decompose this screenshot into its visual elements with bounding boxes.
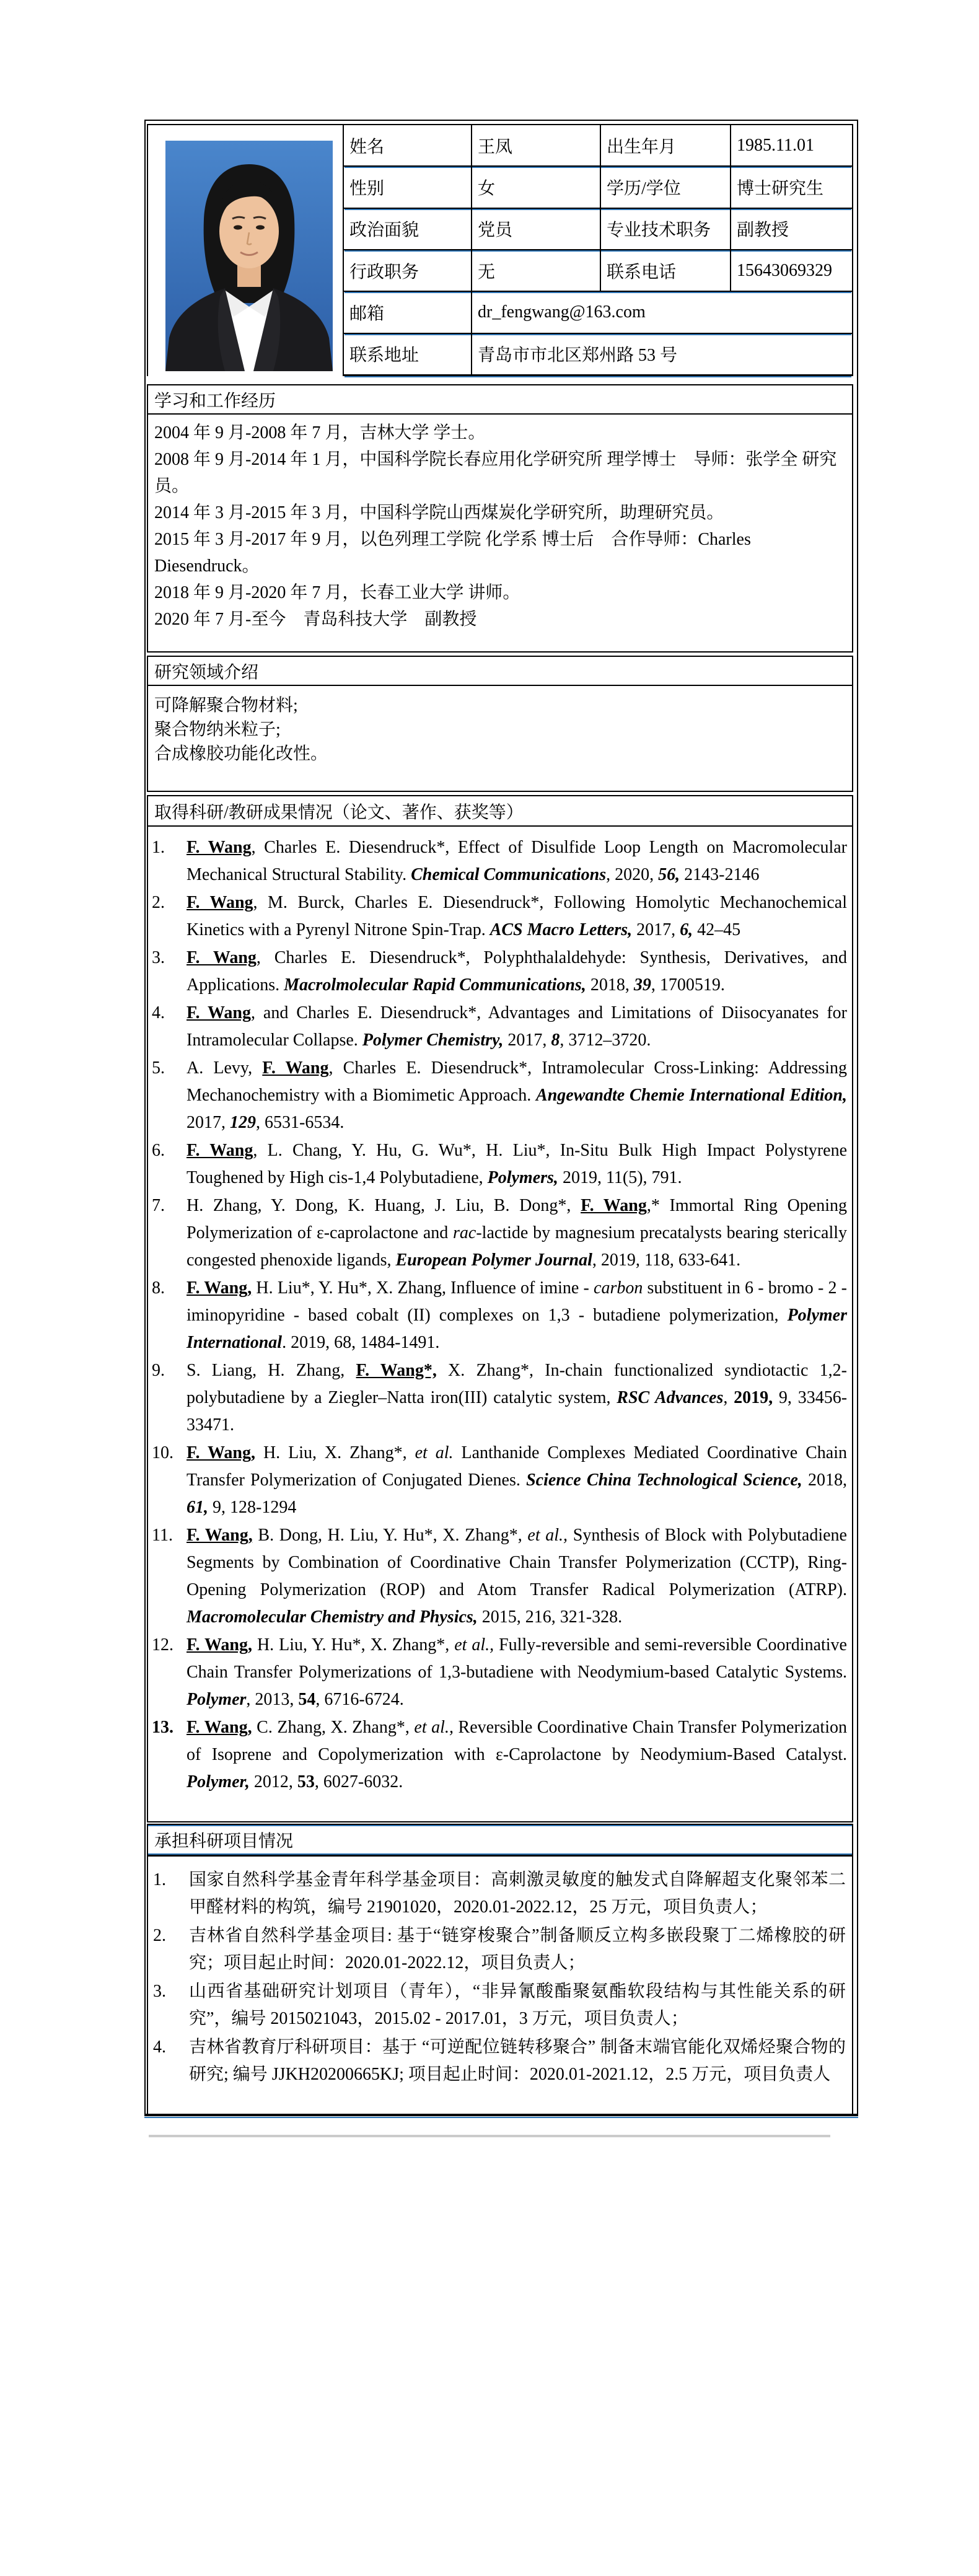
citation-segment: 2017, xyxy=(503,1031,551,1050)
citation-segment: Macrolmolecular Rapid Communications, xyxy=(284,975,586,995)
publication-item xyxy=(151,1714,847,1796)
publication-number: 6. xyxy=(152,1141,165,1160)
field-label: 专业技术职务 xyxy=(600,209,730,249)
field-label: 出生年月 xyxy=(600,125,730,165)
citation-segment: Reversible Coordinative Chain Transfer Polymerization of Isoprene and Copolymerization with ε-Caprolactone by Neodymium-Based Catalyst. xyxy=(187,1718,847,1764)
citation-segment: Science China Technological Science, xyxy=(526,1470,802,1490)
field-value: 15643069329 xyxy=(730,250,852,291)
field-value: dr_fengwang@163.com xyxy=(471,292,852,332)
publication-item xyxy=(151,1440,847,1521)
publication-number: 4. xyxy=(152,1003,165,1022)
citation-segment: carbon xyxy=(594,1278,643,1298)
research-fields-section xyxy=(147,656,853,792)
project-number: 3. xyxy=(153,1982,166,2001)
citation-segment: F. Wang xyxy=(187,948,257,967)
project-number: 2. xyxy=(153,1926,166,1945)
citation-segment: F. Wang xyxy=(581,1196,647,1215)
field-value: 博士研究生 xyxy=(730,167,852,207)
project-item xyxy=(153,2034,846,2088)
citation-segment: F. Wang xyxy=(187,838,252,857)
publications-section xyxy=(147,795,853,1822)
citation-segment: 2015, 216, 321-328. xyxy=(477,1607,623,1627)
publication-item xyxy=(151,1522,847,1631)
citation-segment: 2019, xyxy=(734,1388,773,1407)
citation-segment: , 2019, 118, 633-641. xyxy=(592,1251,741,1270)
personal-fields-grid xyxy=(344,125,852,376)
citation-segment: , Charles E. Diesendruck*, Polyphthalaldehyde: Synthesis, Derivatives, and Applications. xyxy=(187,948,847,995)
citation-segment: , 1700519. xyxy=(651,975,725,995)
publication-item xyxy=(151,1275,847,1356)
citation-segment: Polymer xyxy=(187,1690,247,1709)
citation-segment: F. Wang, xyxy=(187,1443,255,1462)
publication-number: 3. xyxy=(152,948,165,967)
citation-segment: A. Levy, xyxy=(187,1058,263,1078)
education-line: 2014 年 3 月-2015 年 3 月，中国科学院山西煤炭化学研究所，助理研究员。 xyxy=(154,503,724,522)
citation-segment: Polymer International xyxy=(187,1306,847,1352)
publication-item xyxy=(151,889,847,944)
citation-segment: F. Wang, xyxy=(187,1718,252,1737)
portrait-illustration xyxy=(165,141,333,371)
personal-row xyxy=(344,209,852,250)
field-label: 性别 xyxy=(349,178,385,198)
citation-segment: Polymers, xyxy=(487,1168,558,1187)
field-value: 无 xyxy=(471,250,600,291)
field-value: 1985.11.01 xyxy=(730,125,852,165)
citation-segment: Polymer, xyxy=(187,1772,250,1791)
citation-segment: ,* Immortal Ring Opening Polymerization of ε-caprolactone and xyxy=(187,1196,848,1242)
publication-number: 8. xyxy=(152,1278,165,1298)
citation-segment: 129 xyxy=(230,1113,256,1132)
field-label: 邮箱 xyxy=(349,304,385,323)
project-number: 4. xyxy=(153,2038,166,2057)
field-label: 学历/学位 xyxy=(600,167,730,207)
education-section-title: 学习和工作经历 xyxy=(148,385,852,415)
field-value: 女 xyxy=(471,167,600,207)
research-field-line: 聚合物纳米粒子; xyxy=(154,720,281,739)
publication-number: 2. xyxy=(152,893,165,912)
citation-segment: F. Wang, xyxy=(187,1278,252,1298)
citation-segment: 9, 33456-33471. xyxy=(187,1388,848,1435)
project-text: 国家自然科学基金青年科学基金项目：高刺激灵敏度的触发式自降解超支化聚邻苯二甲醛材料的构筑，编号 21901020，2020.01-2022.12，25 万元，项目负责人； xyxy=(189,1870,846,1917)
project-text: 山西省基础研究计划项目（青年），“非异氰酸酯聚氨酯软段结构与其性能关系的研究”，编号 2015021043，2015.02 - 2017.01，3 万元，项目负责人； xyxy=(189,1982,846,2028)
citation-segment: Angewandte Chemie International Edition, xyxy=(536,1086,847,1105)
citation-segment: substituent in 6 - bromo - 2 - iminopyridine - based cobalt (II) complexes on 1,3 - butadiene polymerization, xyxy=(187,1278,848,1325)
citation-segment: et al., xyxy=(527,1526,568,1545)
citation-segment: , and Charles E. Diesendruck*, Advantages and Limitations of Diisocyanates for Intramolecular Collapse. xyxy=(187,1003,847,1050)
education-line: 2004 年 9 月-2008 年 7 月，吉林大学 学士。 xyxy=(154,423,486,442)
field-value: 青岛市市北区郑州路 53 号 xyxy=(471,334,852,374)
field-label: 政治面貌 xyxy=(349,221,419,240)
citation-segment: F. Wang, xyxy=(187,1526,253,1545)
citation-segment: 42–45 xyxy=(693,920,741,939)
citation-segment: 39 xyxy=(633,975,651,995)
citation-segment: X. Zhang*, In-chain functionalized syndiotactic 1,2-polybutadiene by a Ziegler–Natta iron(III) catalytic system, xyxy=(187,1361,847,1407)
citation-segment: F. Wang xyxy=(262,1058,329,1078)
publication-number: 13. xyxy=(152,1718,173,1737)
citation-segment: , M. Burck, Charles E. Diesendruck*, Following Homolytic Mechanochemical Kinetics with a Pyrenyl Nitrone Spin-Trap. xyxy=(187,893,847,939)
citation-segment: Fully-reversible and semi-reversible Coordinative Chain Transfer Polymerizations of 1,3-butadiene with Neodymium-based Catalytic Systems. xyxy=(187,1635,847,1682)
citation-segment: H. Liu, X. Zhang*, xyxy=(255,1443,415,1462)
education-line: 2008 年 9 月-2014 年 1 月，中国科学院长春应用化学研究所 理学博士 导师：张学全 研究员。 xyxy=(154,450,837,496)
citation-segment: et al. xyxy=(415,1443,454,1462)
publication-number: 5. xyxy=(152,1058,165,1078)
field-value: 党员 xyxy=(471,209,600,249)
publication-item xyxy=(151,1055,847,1136)
citation-segment: , L. Chang, Y. Hu, G. Wu*, H. Liu*, In-Situ Bulk High Impact Polystyrene Toughened by High cis-1,4 Polybutadiene, xyxy=(187,1141,847,1187)
citation-segment: 8 xyxy=(551,1031,560,1050)
citation-segment: , 6531-6534. xyxy=(256,1113,345,1132)
field-value: 王凤 xyxy=(471,125,600,165)
projects-section-title: 承担科研项目情况 xyxy=(148,1825,852,1857)
id-photo xyxy=(165,141,333,371)
citation-segment: , xyxy=(723,1388,734,1407)
page-break-divider xyxy=(149,2135,830,2137)
research-fields-title: 研究领域介绍 xyxy=(148,657,852,686)
citation-segment: et al., xyxy=(454,1635,494,1655)
photo-cell xyxy=(148,125,344,376)
publication-number: 7. xyxy=(152,1196,165,1215)
research-field-line: 可降解聚合物材料; xyxy=(154,696,298,715)
education-line: 2020 年 7 月-至今 青岛科技大学 副教授 xyxy=(154,610,477,629)
publication-item xyxy=(151,1137,847,1192)
citation-segment: F. Wang xyxy=(187,1003,251,1022)
citation-segment: 56, xyxy=(658,865,680,884)
citation-segment: 2017, xyxy=(632,920,680,939)
field-label: 行政职务 xyxy=(349,262,419,282)
citation-segment: , 2013, xyxy=(246,1690,299,1709)
publication-item xyxy=(151,1357,847,1439)
personal-row xyxy=(344,334,852,376)
citation-segment: F. Wang*, xyxy=(356,1361,437,1380)
publication-item xyxy=(151,1632,847,1713)
education-section xyxy=(147,384,853,653)
project-text: 吉林省自然科学基金项目: 基于“链穿梭聚合”制备顺反立构多嵌段聚丁二烯橡胶的研究；项目起止时间：2020.01-2022.12，项目负责人； xyxy=(189,1926,846,1972)
personal-row xyxy=(344,167,852,208)
citation-segment: 54 xyxy=(298,1690,316,1709)
project-item xyxy=(153,1978,846,2033)
projects-section xyxy=(147,1824,853,2114)
cv-document xyxy=(144,120,858,2116)
citation-segment: rac xyxy=(453,1223,476,1242)
citation-segment: 2019, 11(5), 791. xyxy=(558,1168,682,1187)
citation-segment: 2018, xyxy=(802,1470,848,1490)
publication-number: 1. xyxy=(152,838,165,857)
citation-segment: Synthesis of Block with Polybutadiene Segments by Combination of Coordinative Chain Transfer Polymerization (CCTP), Ring-Opening Polymerization (ROP) and Atom Transfer Radical Polymerization (ATRP). xyxy=(187,1526,847,1599)
research-fields-body xyxy=(148,686,852,766)
publication-number: 9. xyxy=(152,1361,165,1380)
project-text: 吉林省教育厅科研项目：基于 “可逆配位链转移聚合” 制备末端官能化双烯烃聚合物的研究; 编号 JJKH20200665KJ; 项目起止时间：2020.01-2021.12，2.5 万元，项目负责人 xyxy=(189,2038,846,2084)
citation-segment: 2143-2146 xyxy=(680,865,760,884)
education-section-body xyxy=(148,415,852,633)
publication-number: 11. xyxy=(152,1526,173,1545)
citation-segment: Lanthanide Complexes Mediated Coordinative Chain Transfer Polymerization of Conjugated Dienes. xyxy=(187,1443,847,1490)
citation-segment: RSC Advances xyxy=(617,1388,724,1407)
citation-segment: 2018, xyxy=(586,975,634,995)
citation-segment: , 2020, xyxy=(606,865,659,884)
publications-section-title: 取得科研/教研成果情况（论文、著作、获奖等） xyxy=(148,796,852,827)
project-number: 1. xyxy=(153,1870,166,1889)
citation-segment: C. Zhang, X. Zhang*, xyxy=(252,1718,415,1737)
publication-item xyxy=(151,834,847,889)
field-label: 姓名 xyxy=(349,137,385,157)
citation-segment: B. Dong, H. Liu, Y. Hu*, X. Zhang*, xyxy=(252,1526,528,1545)
personal-row xyxy=(344,250,852,292)
education-line: 2018 年 9 月-2020 年 7 月，长春工业大学 讲师。 xyxy=(154,583,520,602)
citation-segment: . 2019, 68, 1484-1491. xyxy=(282,1333,440,1352)
citation-segment: -lactide by magnesium precatalysts bearing sterically congested phenoxide ligands, xyxy=(187,1223,848,1270)
field-label: 联系地址 xyxy=(349,346,419,366)
citation-segment: Polymer Chemistry, xyxy=(362,1031,504,1050)
publication-item xyxy=(151,1192,847,1274)
personal-row xyxy=(344,125,852,167)
citation-segment: Macromolecular Chemistry and Physics, xyxy=(187,1607,478,1627)
citation-segment: S. Liang, H. Zhang, xyxy=(187,1361,356,1380)
citation-segment: , 6716-6724. xyxy=(315,1690,404,1709)
citation-segment: 61, xyxy=(187,1498,208,1517)
citation-segment: 2017, xyxy=(187,1113,230,1132)
publication-number: 12. xyxy=(152,1635,173,1655)
citation-segment: ACS Macro Letters, xyxy=(490,920,633,939)
citation-segment: H. Liu*, Y. Hu*, X. Zhang, Influence of imine - xyxy=(252,1278,594,1298)
citation-segment: European Polymer Journal xyxy=(395,1251,592,1270)
project-item xyxy=(153,1922,846,1977)
field-value: 副教授 xyxy=(730,209,852,249)
citation-segment: , Charles E. Diesendruck*, Effect of Disulfide Loop Length on Macromolecular Mechanical Structural Stability. xyxy=(187,838,847,884)
publications-list xyxy=(148,827,852,1796)
citation-segment: F. Wang, xyxy=(187,1635,252,1655)
publication-item xyxy=(151,944,847,999)
citation-segment: et al., xyxy=(414,1718,454,1737)
citation-segment: , 6027-6032. xyxy=(314,1772,403,1791)
citation-segment: 53 xyxy=(297,1772,315,1791)
citation-segment: 6, xyxy=(680,920,693,939)
projects-list xyxy=(148,1857,852,2088)
citation-segment: H. Zhang, Y. Dong, K. Huang, J. Liu, B. Dong*, xyxy=(187,1196,581,1215)
citation-segment: , 3712–3720. xyxy=(560,1031,651,1050)
citation-segment: , Charles E. Diesendruck*, Intramolecular Cross-Linking: Addressing Mechanochemistry with a Biomimetic Approach. xyxy=(187,1058,848,1105)
citation-segment: Chemical Communications xyxy=(411,865,607,884)
publication-item xyxy=(151,1000,847,1054)
personal-info-table xyxy=(147,124,853,376)
project-item xyxy=(153,1866,846,1921)
citation-segment: 9, 128-1294 xyxy=(208,1498,297,1517)
research-field-line: 合成橡胶功能化改性。 xyxy=(154,744,328,763)
citation-segment: F. Wang xyxy=(187,893,253,912)
citation-segment: 2012, xyxy=(249,1772,297,1791)
field-label: 联系电话 xyxy=(600,250,730,291)
education-line: 2015 年 3 月-2017 年 9 月，以色列理工学院 化学系 博士后 合作导师：Charles Diesendruck。 xyxy=(154,530,751,576)
personal-row xyxy=(344,292,852,333)
citation-segment: F. Wang xyxy=(187,1141,253,1160)
citation-segment: H. Liu, Y. Hu*, X. Zhang*, xyxy=(252,1635,455,1655)
publication-number: 10. xyxy=(152,1443,173,1462)
